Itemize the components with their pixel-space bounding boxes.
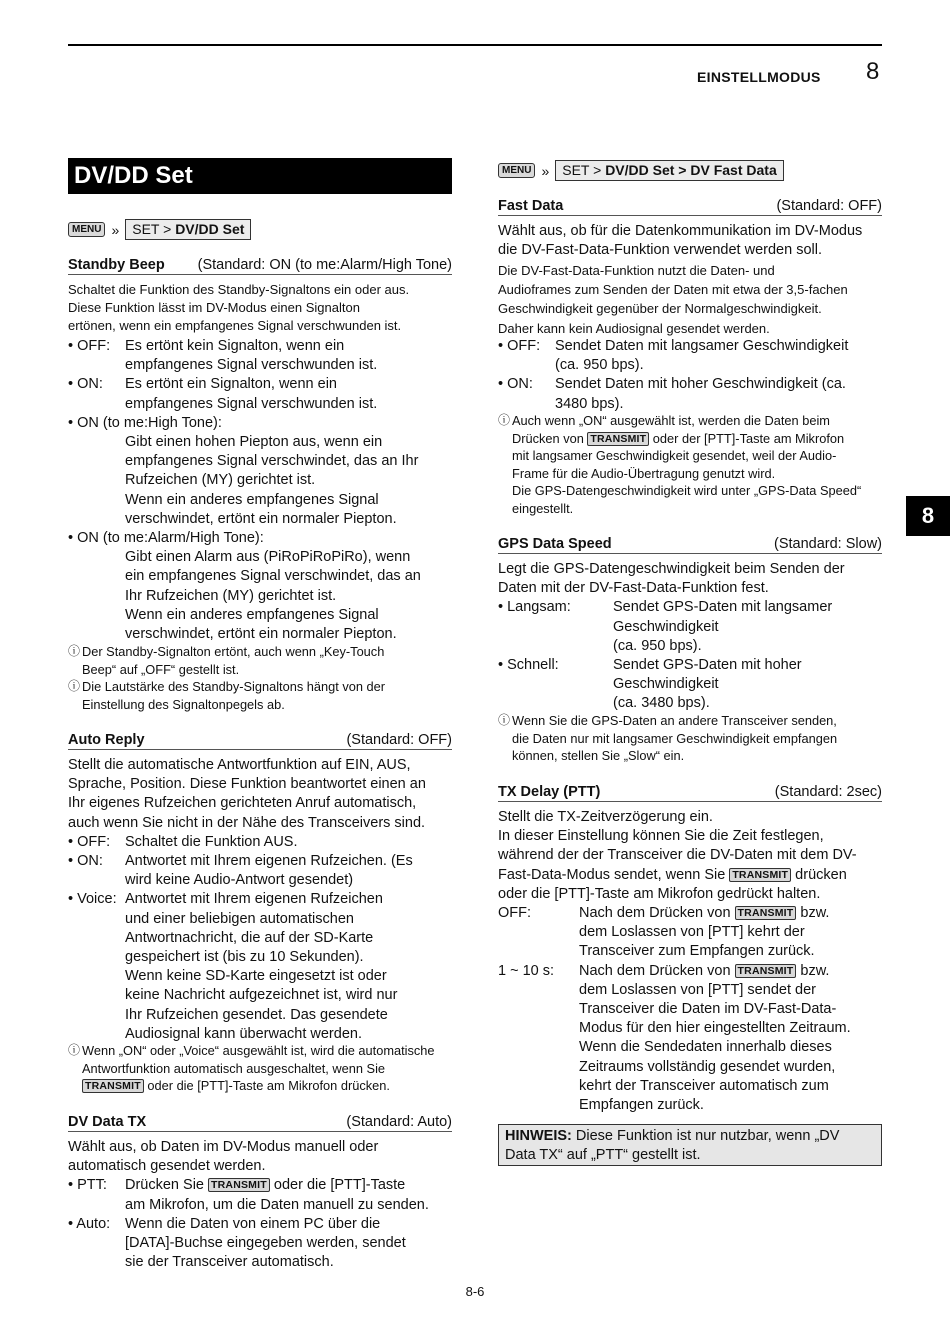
standby-beep-desc — [68, 281, 458, 334]
option-text: dem Loslassen von [PTT] sendet der — [579, 981, 816, 998]
option-text: Nach dem Drücken von — [579, 905, 735, 922]
dv-data-tx-body — [68, 1138, 460, 1272]
note — [498, 712, 890, 765]
option-text: keine Nachricht aufgezeichnet ist, wird nur — [125, 987, 398, 1004]
option-text: Sendet Daten mit hoher Geschwindigkeit (ca. — [555, 376, 846, 393]
hinweis-label: HINWEIS: — [505, 1128, 572, 1144]
desc-line: die DV-Fast-Data-Funktion verwendet werden soll. — [498, 242, 822, 259]
option-text: Es ertönt kein Signalton, wenn ein — [125, 338, 345, 354]
option-text: dem Loslassen von [PTT] kehrt der — [579, 924, 805, 941]
menu-key-icon: MENU — [498, 163, 535, 178]
item-default: (Standard: Slow) — [774, 536, 882, 552]
desc-line: Audioframes zum Senden der Daten mit etwa der 3,5-fachen — [498, 282, 848, 298]
note-text: Die Lautstärke des Standby-Signaltons hängt von der — [82, 679, 386, 695]
option-on — [68, 852, 460, 871]
option-text: und einer beliebigen automatischen — [125, 910, 354, 927]
auto-reply-body — [68, 756, 460, 1044]
option-text: sie der Transceiver automatisch. — [125, 1254, 334, 1271]
option-text: Transceiver die Daten im DV-Fast-Data- — [579, 1001, 837, 1018]
standby-beep-heading — [68, 257, 452, 275]
hinweis-text: Diese Funktion ist nur nutzbar, wenn „DV — [571, 1128, 840, 1144]
option-on — [68, 375, 458, 394]
note-text: Der Standby-Signalton ertönt, auch wenn „Key-Touch — [82, 644, 385, 659]
option-ptt — [68, 1176, 460, 1195]
option-text: verschwindet, ertönt ein normaler Piepton. — [125, 626, 397, 643]
desc-line: Ihr eigenes Rufzeichen gerichteten Anruf automatisch, — [68, 795, 417, 812]
option-off — [68, 833, 460, 852]
option-off — [498, 904, 890, 923]
chapter-tab: 8 — [906, 496, 950, 536]
option-off — [68, 337, 458, 356]
desc-line: Daher kann kein Audiosignal gesendet werden. — [498, 320, 770, 336]
note-text: Antwortfunktion automatisch ausgeschaltet, wenn Sie — [82, 1060, 386, 1076]
item-default: (Standard: 2sec) — [774, 784, 882, 800]
option-text: (ca. 3480 bps). — [613, 695, 710, 712]
option-text: Geschwindigkeit — [613, 676, 719, 693]
page-number: 8-6 — [465, 1284, 485, 1299]
option-text: Sendet GPS-Daten mit hoher — [613, 657, 802, 674]
standby-beep-options — [68, 337, 458, 644]
fast-data-desc-small — [498, 261, 890, 338]
note-text: Drücken von — [512, 430, 588, 446]
option-label: OFF: — [498, 905, 532, 922]
option-text: verschwindet, ertönt ein normaler Piepton. — [125, 510, 397, 527]
path-prefix: SET > — [562, 162, 606, 178]
option-text: kehrt der Transceiver automatisch zum — [579, 1077, 829, 1094]
option-text: Antwortnachricht, die auf der SD-Karte — [125, 929, 374, 946]
transmit-key-icon: TRANSMIT — [735, 964, 797, 978]
dv-data-tx-heading — [68, 1114, 452, 1132]
option-text: (ca. 950 bps). — [613, 637, 702, 654]
note — [68, 643, 460, 678]
gps-data-speed-body — [498, 560, 890, 714]
note-text: oder die [PTT]-Taste am Mikrofon drücken. — [143, 1078, 390, 1094]
gps-data-speed-note — [498, 712, 890, 765]
note — [68, 1042, 460, 1095]
option-text: Audiosignal kann überwacht werden. — [125, 1025, 362, 1042]
option-voice — [68, 890, 460, 909]
option-text: empfangenes Signal verschwunden ist. — [125, 395, 378, 412]
header-rule — [68, 44, 882, 46]
fast-data-options — [498, 337, 890, 414]
note — [68, 678, 460, 713]
desc-text: Fast-Data-Modus sendet, wenn Sie — [498, 866, 730, 883]
option-text: Wenn die Sendedaten innerhalb dieses — [579, 1039, 832, 1056]
path-separator: » — [541, 162, 550, 179]
path-separator: » — [111, 221, 120, 238]
menu-path-left — [68, 219, 251, 240]
option-text: empfangenes Signal verschwindet, das an Ihr — [125, 453, 419, 470]
option-text: (ca. 950 bps). — [555, 357, 644, 374]
option-text: bzw. — [796, 905, 830, 922]
option-slow — [498, 598, 890, 617]
option-label: • Langsam: — [498, 599, 571, 616]
option-text: Schaltet die Funktion AUS. — [125, 833, 298, 850]
option-label: • Schnell: — [498, 657, 559, 674]
path-target: DV/DD Set — [175, 221, 245, 237]
option-text: Wenn ein anderes empfangenes Signal — [125, 606, 379, 623]
desc-line: Sprache, Position. Diese Funktion beantwortet einen an — [68, 776, 426, 793]
note-text: eingestellt. — [512, 500, 574, 516]
gps-data-speed-heading — [498, 536, 882, 554]
info-icon: ⓘ — [68, 1043, 81, 1057]
desc-line: Geschwindigkeit gegenüber der Normalgeschwindigkeit. — [498, 301, 822, 317]
transmit-key-icon: TRANSMIT — [587, 432, 649, 446]
option-text: Antwortet mit Ihrem eigenen Rufzeichen — [125, 891, 383, 908]
option-text: [DATA]-Buchse eingegeben werden, sendet — [125, 1235, 406, 1252]
desc-line: ertönen, wenn ein empfangenes Signal verschwunden ist. — [68, 317, 402, 333]
option-text: Gibt einen Alarm aus (PiRoPiRoPiRo), wenn — [125, 549, 411, 566]
note-text: Frame für die Audio-Übertragung genutzt wird. — [512, 465, 776, 481]
option-label: • PTT: — [68, 1177, 107, 1194]
option-text: Zeitraums vollständig gesendet wurden, — [579, 1058, 836, 1075]
note-text: können, stellen Sie „Slow“ ein. — [512, 748, 685, 764]
option-text: empfangenes Signal verschwunden ist. — [125, 357, 378, 374]
transmit-key-icon: TRANSMIT — [82, 1079, 144, 1093]
desc-line: Diese Funktion lässt im DV-Modus einen Signalton — [68, 299, 360, 315]
option-label: • Auto: — [68, 1215, 111, 1232]
note-text: Beep“ auf „OFF“ gestellt ist. — [82, 661, 240, 677]
option-text: Transceiver zum Empfangen zurück. — [579, 943, 815, 960]
note-text: Einstellung des Signaltonpegels ab. — [82, 696, 285, 712]
option-text: oder die [PTT]-Taste — [269, 1177, 406, 1194]
option-text: Sendet GPS-Daten mit langsamer — [613, 599, 833, 616]
option-text: am Mikrofon, um die Daten manuell zu senden. — [125, 1196, 429, 1213]
desc-line: Wählt aus, ob Daten im DV-Modus manuell oder — [68, 1139, 379, 1155]
item-default: (Standard: ON (to me:Alarm/High Tone) — [197, 257, 452, 273]
option-text: Wenn ein anderes empfangenes Signal — [125, 491, 379, 508]
option-label: • ON: — [68, 853, 103, 870]
note-text: Wenn „ON“ oder „Voice“ ausgewählt ist, wird die automatische — [82, 1043, 435, 1058]
option-text: Modus für den hier eingestellten Zeitraum. — [579, 1020, 851, 1037]
path-box — [125, 219, 251, 240]
option-text: ein empfangenes Signal verschwindet, das an — [125, 568, 421, 585]
info-icon: ⓘ — [68, 679, 81, 694]
fast-data-heading — [498, 198, 882, 216]
tx-delay-heading — [498, 784, 882, 802]
option-off — [498, 337, 890, 356]
transmit-key-icon: TRANSMIT — [208, 1178, 270, 1192]
option-text: Nach dem Drücken von — [579, 962, 735, 979]
desc-line: Daten mit der DV-Fast-Data-Funktion fest. — [498, 580, 769, 597]
option-label: • ON: — [498, 376, 533, 393]
option-text: Wenn die Daten von einem PC über die — [125, 1215, 381, 1232]
menu-key-icon: MENU — [68, 222, 105, 237]
note-text: Wenn Sie die GPS-Daten an andere Transceiver senden, — [512, 713, 837, 728]
option-text: Geschwindigkeit — [613, 618, 719, 635]
option-text: wird keine Audio-Antwort gesendet) — [125, 872, 354, 889]
info-icon: ⓘ — [68, 644, 81, 658]
option-label: • ON: — [68, 376, 103, 393]
item-title: DV Data TX — [68, 1114, 147, 1130]
desc-line: Die DV-Fast-Data-Funktion nutzt die Daten- und — [498, 263, 775, 278]
option-label: 1 ~ 10 s: — [498, 962, 555, 979]
option-text: Ihr Rufzeichen gesendet. Das gesendete — [125, 1006, 388, 1023]
info-icon: ⓘ — [498, 413, 511, 427]
item-title: GPS Data Speed — [498, 536, 612, 552]
path-box — [555, 160, 784, 181]
desc-line: während der der Transceiver die DV-Daten mit dem DV- — [498, 847, 857, 864]
desc-line: Stellt die automatische Antwortfunktion auf EIN, AUS, — [68, 757, 411, 773]
standby-beep-notes — [68, 643, 460, 713]
item-default: (Standard: OFF) — [346, 732, 452, 748]
header-chapter-number: 8 — [866, 58, 880, 85]
option-fast — [498, 656, 890, 675]
path-target: DV/DD Set > DV Fast Data — [605, 162, 777, 178]
desc-line: Schaltet die Funktion des Standby-Signaltons ein oder aus. — [68, 282, 410, 297]
transmit-key-icon: TRANSMIT — [735, 906, 797, 920]
note-text: Die GPS-Datengeschwindigkeit wird unter „GPS-Data Speed“ — [512, 483, 862, 499]
option-text: Antwortet mit Ihrem eigenen Rufzeichen. (Es — [125, 853, 413, 870]
option-label: • OFF: — [68, 833, 111, 850]
option-text: Drücken Sie — [125, 1177, 209, 1194]
option-text: Rufzeichen (MY) gerichtet ist. — [125, 472, 316, 489]
desc-line: auch wenn Sie nicht in der Nähe des Transceivers sind. — [68, 814, 426, 831]
desc-line: oder die [PTT]-Taste am Mikrofon gedrückt halten. — [498, 885, 821, 902]
hinweis-box — [498, 1124, 882, 1166]
desc-text: drücken — [791, 866, 847, 883]
hinweis-text: Data TX“ auf „PTT“ gestellt ist. — [505, 1147, 701, 1163]
option-on — [498, 375, 890, 394]
transmit-key-icon: TRANSMIT — [729, 868, 791, 882]
note-text: die Daten nur mit langsamer Geschwindigkeit empfangen — [512, 730, 838, 746]
fast-data-desc — [498, 222, 890, 260]
option-text: gespeichert ist (bis zu 10 Sekunden). — [125, 949, 364, 966]
item-default: (Standard: OFF) — [776, 198, 882, 214]
option-text: Sendet Daten mit langsamer Geschwindigkeit — [555, 338, 849, 354]
note — [498, 412, 890, 518]
desc-line: Stellt die TX-Zeitverzögerung ein. — [498, 809, 713, 825]
path-prefix: SET > — [132, 221, 176, 237]
option-label: • OFF: — [68, 338, 111, 354]
desc-line: automatisch gesendet werden. — [68, 1158, 266, 1175]
header-title: EINSTELLMODUS — [697, 69, 821, 85]
menu-path-right — [498, 160, 784, 181]
fast-data-note — [498, 412, 890, 518]
option-text: Es ertönt ein Signalton, wenn ein — [125, 376, 337, 393]
auto-reply-heading — [68, 732, 452, 750]
tx-delay-body — [498, 808, 890, 1115]
desc-line: Legt die GPS-Datengeschwindigkeit beim Senden der — [498, 561, 845, 577]
option-label: • Voice: — [68, 891, 117, 908]
option-text: Wenn keine SD-Karte eingesetzt ist oder — [125, 968, 387, 985]
option-auto — [68, 1215, 460, 1234]
option-label: • ON (to me:Alarm/High Tone): — [68, 530, 264, 547]
desc-line: Wählt aus, ob für die Datenkommunikation im DV-Modus — [498, 223, 863, 239]
option-text: bzw. — [796, 962, 830, 979]
option-label: • ON (to me:High Tone): — [68, 414, 222, 431]
note-text: mit langsamer Geschwindigkeit gesendet, weil der Audio- — [512, 448, 837, 464]
option-text: Empfangen zurück. — [579, 1097, 704, 1114]
info-icon: ⓘ — [498, 713, 511, 727]
note-text: oder der [PTT]-Taste am Mikrofon — [649, 430, 845, 446]
desc-line: In dieser Einstellung können Sie die Zeit festlegen, — [498, 828, 824, 845]
auto-reply-note — [68, 1042, 460, 1095]
option-1-10s — [498, 962, 890, 981]
item-title: Fast Data — [498, 198, 564, 214]
desc-line — [498, 866, 890, 885]
note-text: Auch wenn „ON“ ausgewählt ist, werden die Daten beim — [512, 413, 830, 428]
item-title: Auto Reply — [68, 732, 145, 748]
option-label: • OFF: — [498, 338, 541, 354]
section-title: DV/DD Set — [68, 158, 452, 194]
item-default: (Standard: Auto) — [346, 1114, 452, 1130]
option-text: Gibt einen hohen Piepton aus, wenn ein — [125, 434, 383, 451]
item-title: Standby Beep — [68, 257, 165, 273]
option-text: 3480 bps). — [555, 395, 624, 412]
option-text: Ihr Rufzeichen (MY) gerichtet ist. — [125, 587, 337, 604]
item-title: TX Delay (PTT) — [498, 784, 601, 800]
